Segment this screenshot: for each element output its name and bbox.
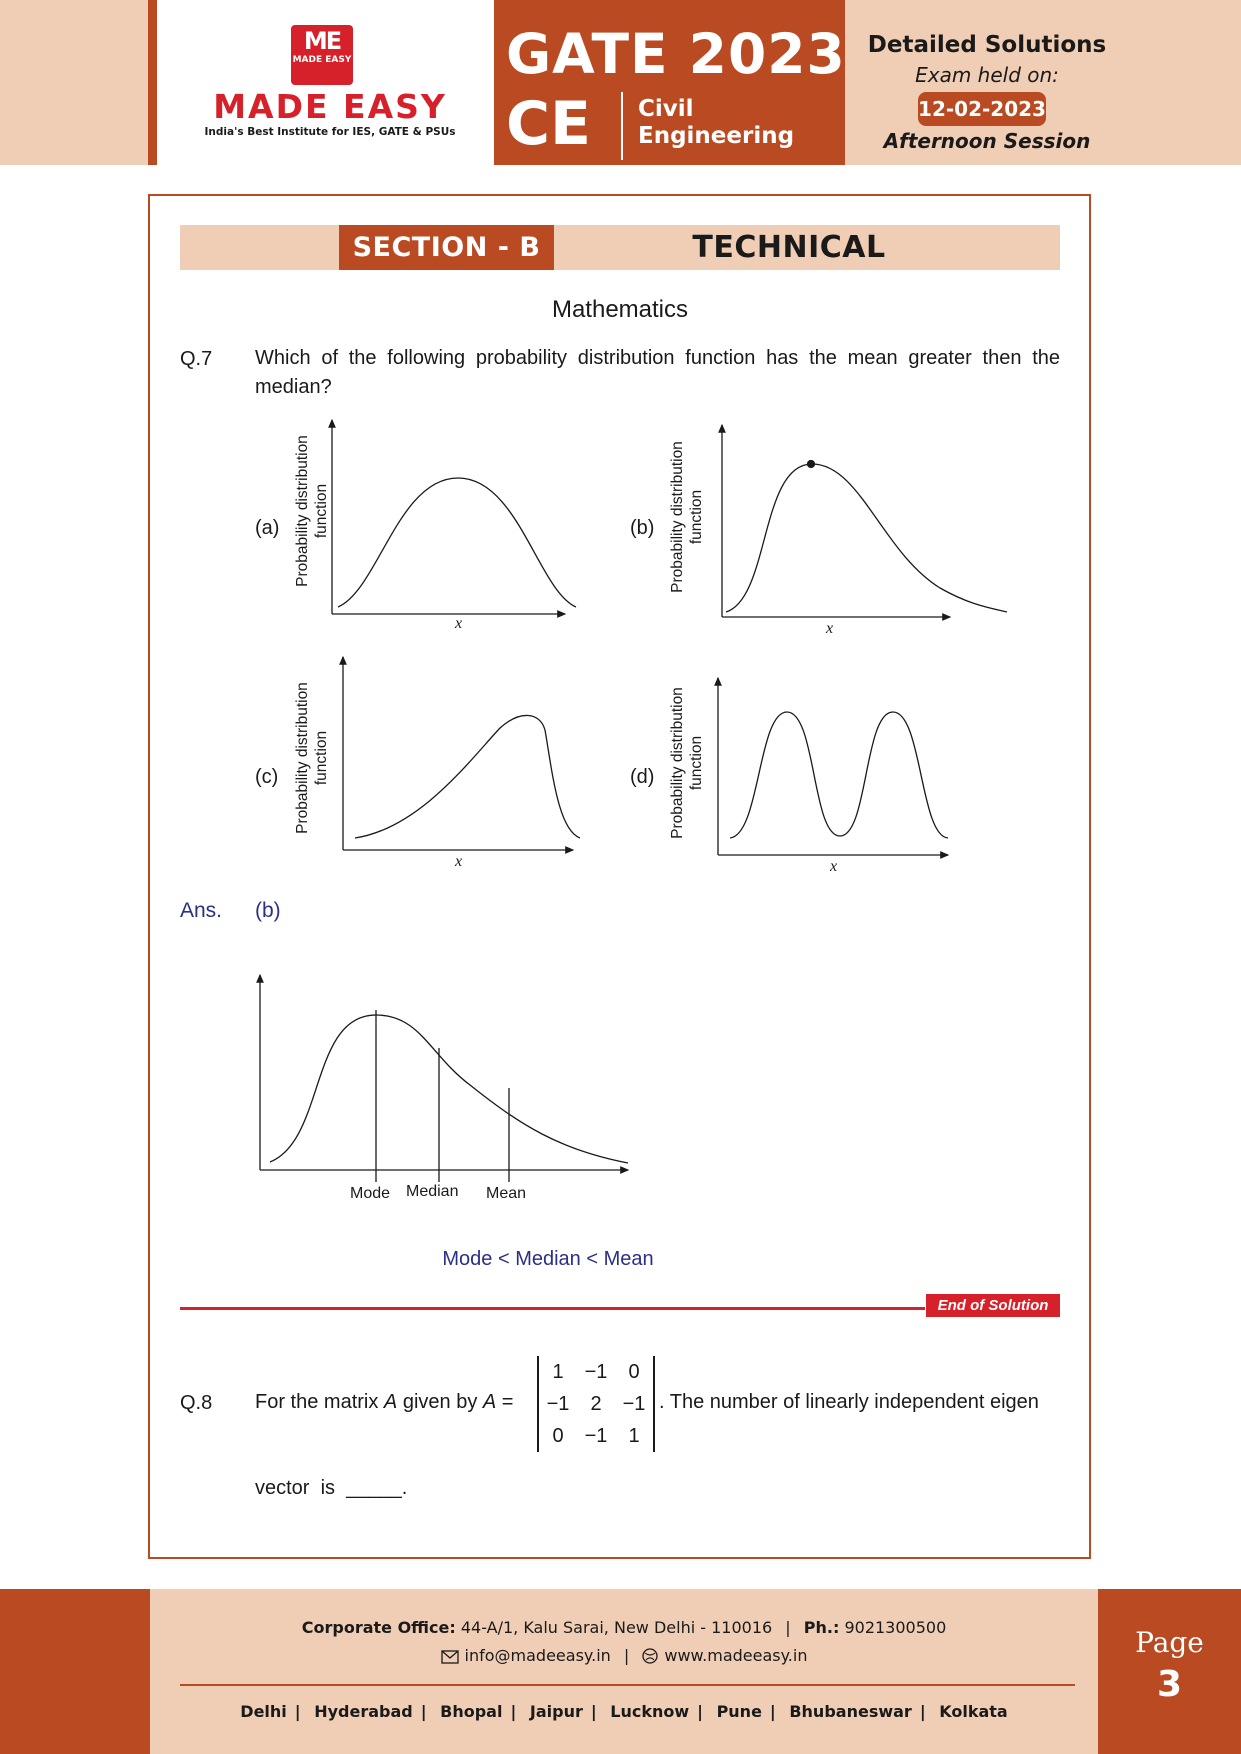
matrix-cell: 0	[552, 1425, 564, 1447]
question-text-q8-continued: . The number of linearly independent eigen	[659, 1391, 1039, 1413]
q8-text-before: For the matrix	[255, 1391, 379, 1413]
median-label: Median	[406, 1183, 459, 1200]
detailed-solutions-title: Detailed Solutions	[867, 32, 1107, 58]
option-c-label: (c)	[255, 766, 279, 788]
footer-email[interactable]: info@madeeasy.in	[464, 1646, 611, 1665]
matrix-cell: −1	[622, 1393, 646, 1415]
q8-matrix-var-2: A	[482, 1391, 497, 1413]
q8-text-given-by: given by	[402, 1391, 478, 1413]
footer-website[interactable]: www.madeeasy.in	[664, 1646, 808, 1665]
option-a-x-axis-label: x	[455, 615, 463, 632]
answer-value: (b)	[255, 899, 281, 922]
mode-label: Mode	[350, 1185, 391, 1202]
y-axis-label-line1: Probability distribution	[294, 435, 311, 587]
question-number-q7: Q.7	[180, 348, 213, 370]
section-label: SECTION - B	[339, 225, 554, 270]
mean-label: Mean	[486, 1185, 527, 1202]
city-item: Pune	[716, 1702, 762, 1721]
page-number: 3	[1156, 1664, 1183, 1705]
city-item: Hyderabad	[314, 1702, 413, 1721]
y-axis-label-line1: Probability distribution	[294, 682, 311, 834]
logo-brand-name: MADE EASY	[213, 87, 447, 126]
matrix-cell: 1	[552, 1361, 564, 1383]
solution-curve	[270, 1015, 628, 1163]
page-label: Page	[1135, 1626, 1204, 1659]
q8-matrix-var: A	[383, 1391, 398, 1413]
option-b-label: (b)	[630, 517, 655, 539]
exam-date-badge: 12-02-2023	[918, 92, 1046, 126]
section-name: TECHNICAL	[692, 230, 886, 265]
option-c-x-axis-label: x	[455, 853, 463, 870]
matrix-cell: −1	[584, 1361, 608, 1383]
question-number-q8: Q.8	[180, 1392, 213, 1414]
solution-relation: Mode < Median < Mean	[442, 1248, 654, 1270]
logo-emblem-subtext: MADE EASY	[292, 55, 352, 65]
y-axis-label-line1: Probability distribution	[669, 687, 686, 839]
office-label: Corporate Office:	[301, 1618, 456, 1637]
end-of-solution-badge: End of Solution	[926, 1294, 1060, 1317]
logo-emblem-text: ME	[303, 27, 341, 55]
footer-band	[150, 1589, 1098, 1754]
answer-label: Ans.	[180, 899, 223, 922]
mail-icon	[441, 1649, 459, 1668]
phone-number: 9021300500	[844, 1618, 947, 1637]
city-item: Bhopal	[440, 1702, 503, 1721]
question-text-q7: Which of the following probability distribution function has the mean greater then the median?	[255, 347, 1060, 398]
end-of-solution-rule	[180, 1307, 925, 1310]
branch-code: CE	[506, 89, 592, 159]
city-item: Delhi	[240, 1702, 287, 1721]
city-item: Bhubaneswar	[789, 1702, 912, 1721]
footer-rule	[180, 1684, 1075, 1686]
question-text-q8-line2: vector is _____.	[255, 1477, 408, 1499]
y-axis-label-line2: function	[688, 489, 705, 545]
y-axis-label-line2: function	[688, 735, 705, 791]
phone-label: Ph.:	[803, 1618, 840, 1637]
option-d-label: (d)	[630, 766, 655, 788]
option-a-label: (a)	[255, 517, 280, 539]
matrix-cell: 0	[628, 1361, 640, 1383]
option-b-x-axis-label: x	[826, 620, 834, 637]
q8-equals: =	[501, 1391, 514, 1413]
globe-icon	[642, 1648, 658, 1668]
y-axis-label-line2: function	[313, 730, 330, 786]
exam-session: Afternoon Session	[883, 129, 1091, 153]
branch-name-line1: Civil	[638, 96, 694, 122]
city-item: Lucknow	[610, 1702, 690, 1721]
footer-office-line: Corporate Office: 44-A/1, Kalu Sarai, New Delhi - 110016 | Ph.: 9021300500	[301, 1618, 947, 1637]
subject-heading: Mathematics	[551, 296, 689, 323]
footer-contact-line: info@madeeasy.in | www.madeeasy.in	[150, 1646, 1098, 1668]
option-d-x-axis-label: x	[830, 858, 838, 875]
matrix-grid	[539, 1356, 653, 1452]
branch-name-line2: Engineering	[638, 123, 795, 149]
exam-title: GATE 2023	[506, 22, 846, 86]
matrix-cell: −1	[584, 1425, 608, 1447]
matrix-cell: 1	[628, 1425, 640, 1447]
city-item: Jaipur	[529, 1702, 583, 1721]
question-text-q8-intro	[255, 1388, 513, 1417]
footer-cities: Delhi | Hyderabad | Bhopal | Jaipur | Lucknow | Pune | Bhubaneswar | Kolkata	[240, 1702, 1008, 1721]
matrix-a	[537, 1356, 655, 1452]
city-item: Kolkata	[939, 1702, 1008, 1721]
office-address: 44-A/1, Kalu Sarai, New Delhi - 110016	[460, 1618, 773, 1637]
matrix-cell: 2	[590, 1393, 602, 1415]
y-axis-label-line2: function	[313, 483, 330, 539]
y-axis-label-line1: Probability distribution	[669, 441, 686, 593]
matrix-cell: −1	[546, 1393, 570, 1415]
footer-left-block	[0, 1589, 150, 1754]
logo-tagline: India's Best Institute for IES, GATE & PSUs	[204, 126, 456, 138]
exam-held-on-label: Exam held on:	[915, 63, 1059, 87]
